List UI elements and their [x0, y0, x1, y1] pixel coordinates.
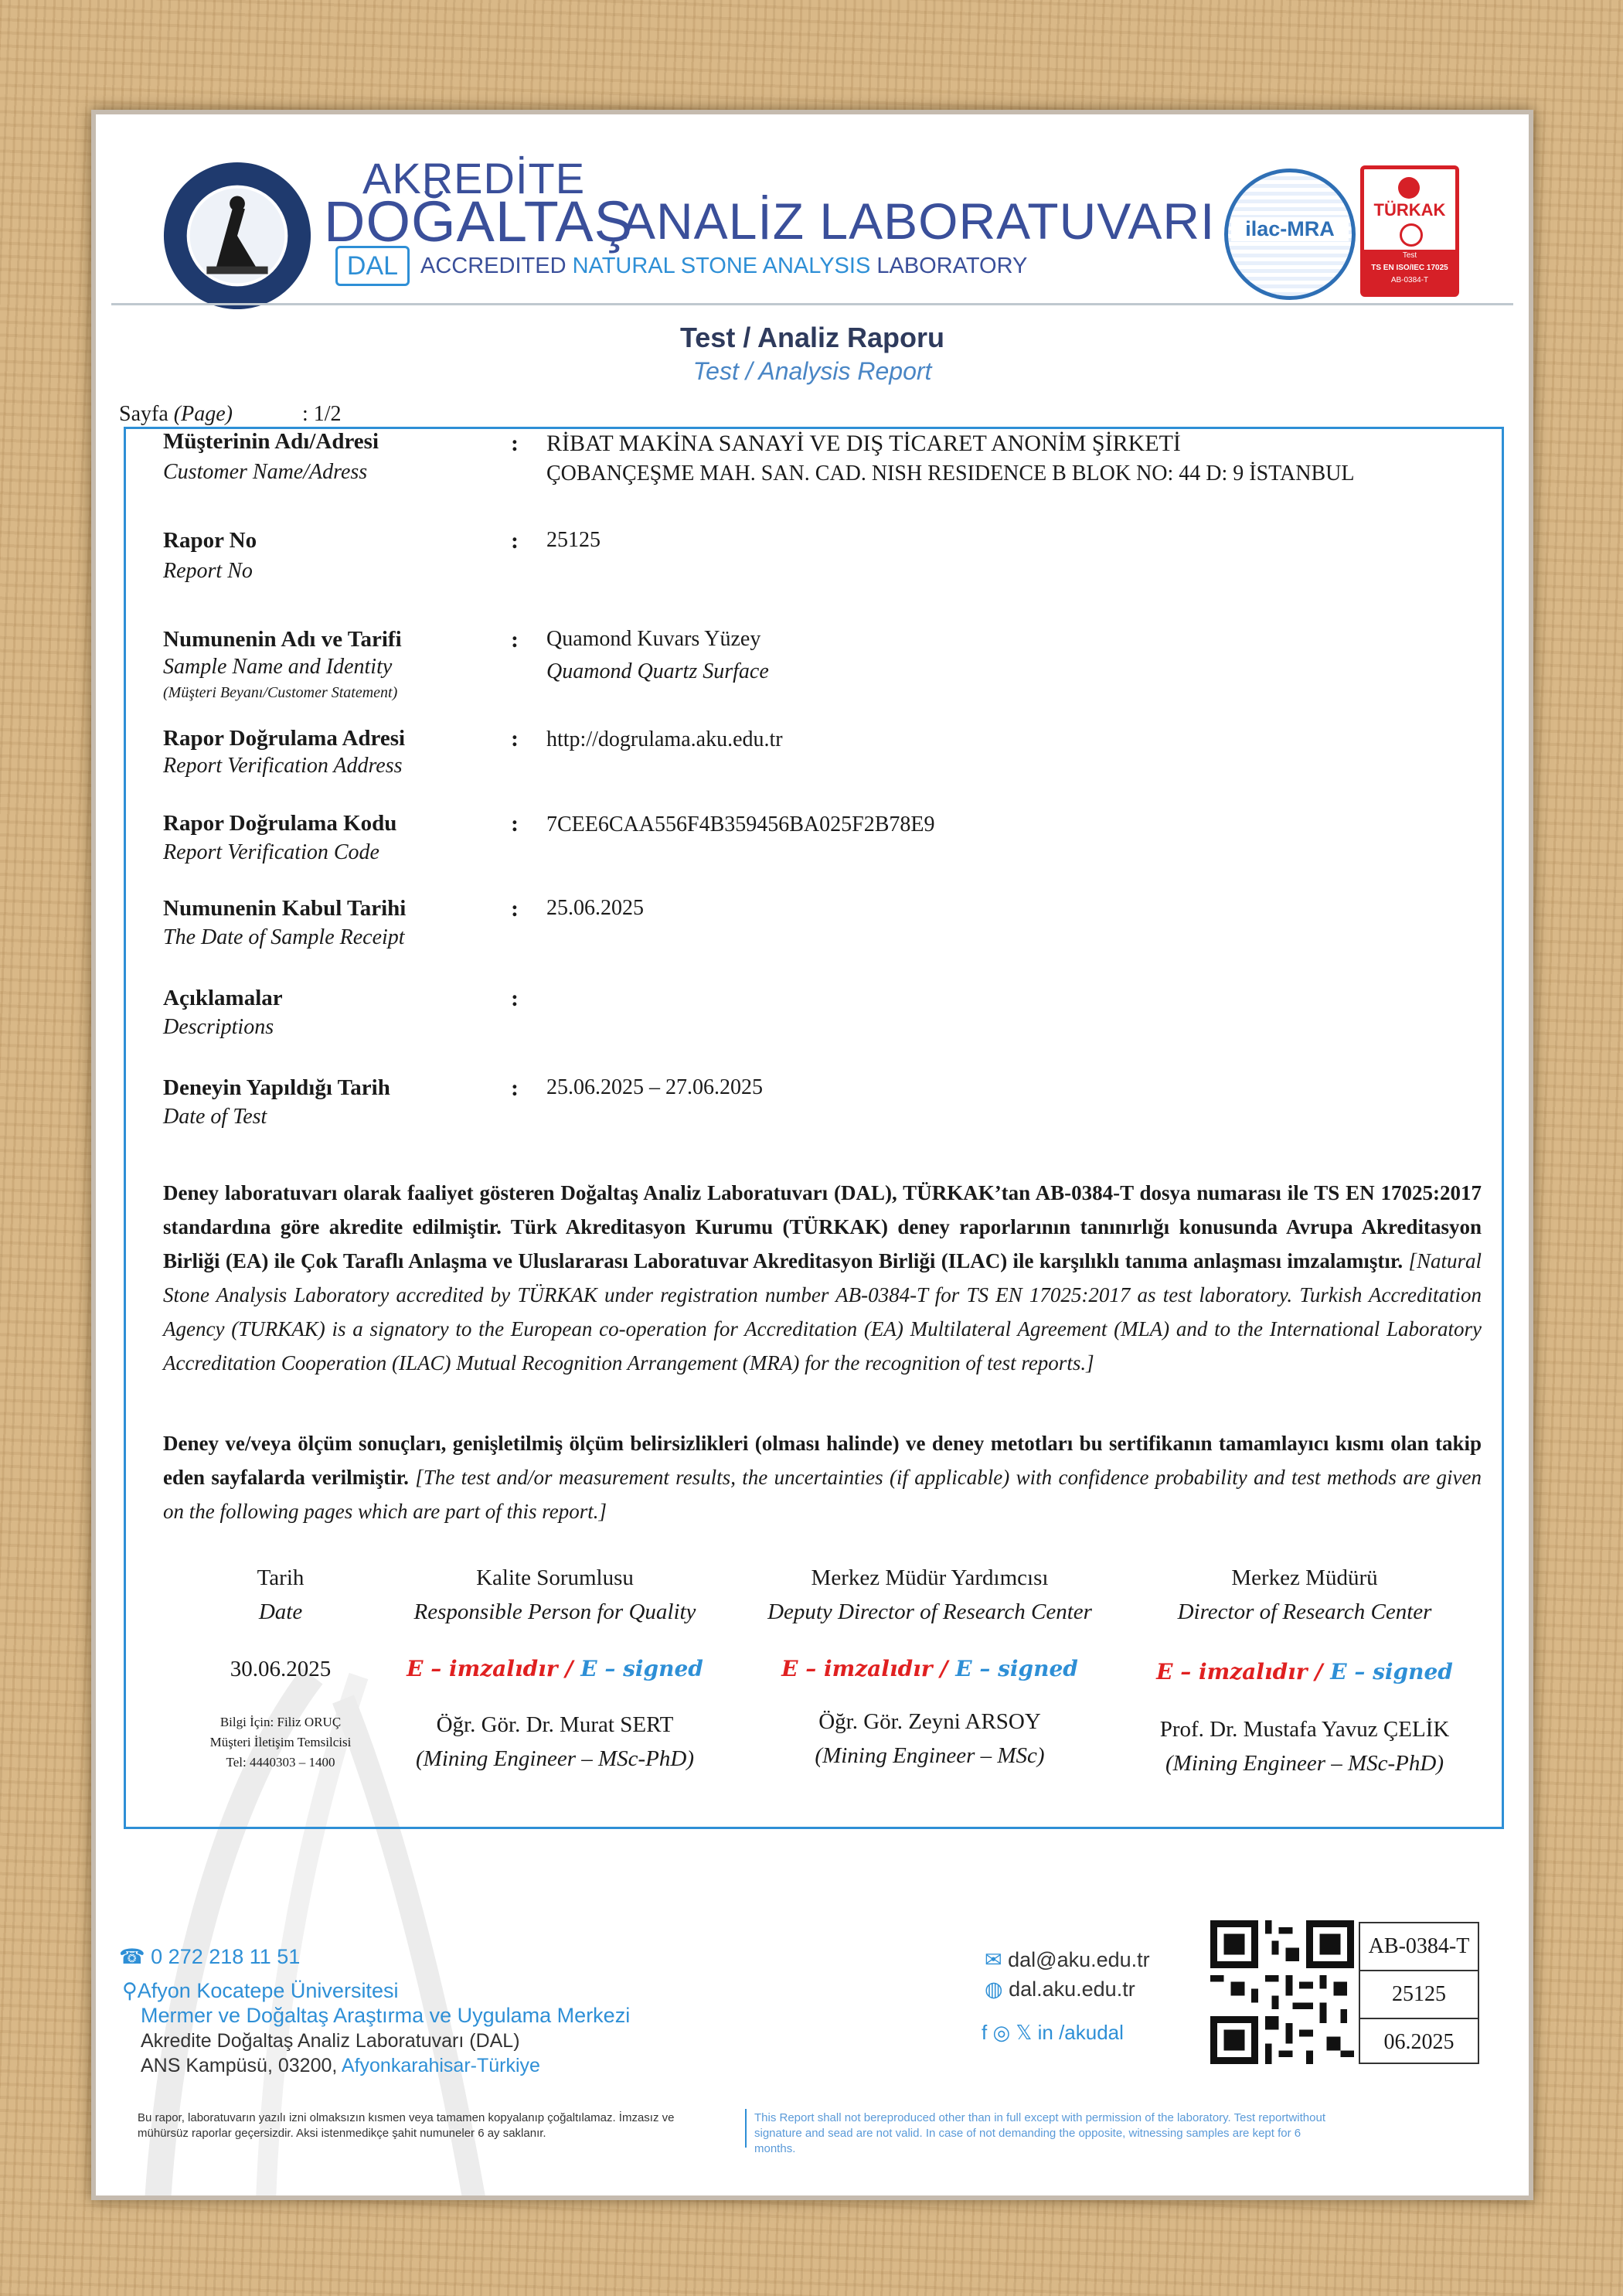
verify-address-link[interactable]: http://dogrulama.aku.edu.tr — [546, 727, 783, 751]
esign-quality — [389, 1652, 721, 1686]
footer-social[interactable] — [982, 2021, 1124, 2045]
phone-icon: ☎ — [119, 1945, 145, 1968]
sample-label-en: Sample Name and Identity — [163, 655, 393, 679]
test-date-label-en: Date of Test — [163, 1105, 267, 1129]
sample-name: Quamond Kuvars Yüzey — [546, 627, 761, 651]
report-no-label: Rapor No — [163, 528, 257, 553]
colon: : — [511, 986, 519, 1011]
quality-title: Kalite Sorumlusu — [476, 1565, 634, 1590]
esign-en: E – signed — [948, 1656, 1078, 1681]
deputy-degree: (Mining Engineer – MSc) — [815, 1743, 1045, 1768]
colon: : — [511, 627, 519, 652]
globe-icon: ◍ — [985, 1977, 1003, 2001]
colon: : — [511, 528, 519, 554]
ilac-mra-icon — [1224, 169, 1356, 300]
accreditation-text-tr: Deney laboratuvarı olarak faaliyet gösteren Doğaltaş Analiz Laboratuvarı (DAL), TÜRKAK’tan AB-0384-T dosya numarası ile TS EN 17025:2017 standardına göre akredite edilmiştir. Türk Akreditasyon Kurumu (TÜRKAK) deney raporlarının tanınırlığı konusunda Avrupa Akreditasyon Birliği (EA) ile Çok Taraflı Anlaşma ve Uluslararası Laboratuvar Akreditasyon Birliği (ILAC) ile karşılıklı tanıma anlaşması imzalamıştır. — [163, 1181, 1482, 1272]
footer-lab: Akredite Doğaltaş Analiz Laboratuvarı (DAL) — [141, 2030, 520, 2052]
signature-director-column — [1138, 1561, 1471, 1780]
verify-address-label-en: Report Verification Address — [163, 754, 403, 778]
report-no-label-en: Report No — [163, 559, 253, 583]
turkak-sub2: TS EN ISO/IEC 17025 — [1371, 264, 1448, 272]
colon: : — [511, 896, 519, 921]
location-pin-icon: ⚲ — [122, 1979, 138, 2002]
signature-date-column — [203, 1561, 358, 1773]
date-label-en: Date — [258, 1599, 303, 1624]
header-rule — [111, 303, 1513, 305]
page-label-tr: Sayfa — [119, 402, 168, 426]
facebook-icon[interactable]: f — [982, 2021, 988, 2044]
results-paragraph — [163, 1426, 1482, 1528]
customer-name: RİBAT MAKİNA SANAYİ VE DIŞ TİCARET ANONİM ŞİRKETİ — [546, 431, 1181, 456]
footer-divider — [745, 2109, 747, 2148]
phone-number: 0 272 218 11 51 — [151, 1945, 301, 1968]
descriptions-label-en: Descriptions — [163, 1015, 274, 1039]
results-text-en: [The test and/or measurement results, the uncertainties (if applicable) with confidence probability and test methods are given on the following pages which are part of this report.] — [163, 1466, 1482, 1523]
esign-en: E – signed — [573, 1656, 703, 1681]
turkak-badge — [1360, 165, 1459, 297]
descriptions-label: Açıklamalar — [163, 986, 283, 1010]
test-date-value: 25.06.2025 – 27.06.2025 — [546, 1075, 763, 1099]
x-icon[interactable]: 𝕏 — [1016, 2021, 1033, 2044]
instagram-icon[interactable]: ◎ — [992, 2021, 1011, 2044]
page-value: : 1/2 — [301, 402, 342, 426]
report-title-en: Test / Analysis Report — [692, 357, 932, 385]
logo-line2: DOĞALTAŞ — [324, 189, 634, 254]
customer-label-en: Customer Name/Adress — [163, 460, 368, 484]
verify-address-label: Rapor Doğrulama Adresi — [163, 726, 406, 751]
signature-deputy-column — [760, 1561, 1100, 1773]
university-name: Afyon Kocatepe Üniversitesi — [137, 1979, 399, 2002]
director-name: Prof. Dr. Mustafa Yavuz ÇELİK — [1159, 1717, 1450, 1742]
accreditation-paragraph — [163, 1176, 1482, 1380]
footer-phone — [119, 1945, 300, 1969]
colon: : — [511, 431, 519, 456]
sample-label: Numunenin Adı ve Tarifi — [163, 627, 402, 652]
sample-name-en: Quamond Quartz Surface — [546, 659, 769, 683]
report-page — [96, 114, 1529, 2196]
footer-website[interactable] — [985, 1977, 1135, 2001]
campus-text: ANS Kampüsü, 03200, — [141, 2055, 338, 2076]
esign-en: E – signed — [1322, 1659, 1453, 1685]
logo-line1: AKREDİTE — [362, 154, 586, 203]
receipt-date: 25.06.2025 — [546, 896, 644, 920]
page-number — [119, 402, 342, 427]
city-text: Afyonkarahisar-Türkiye — [341, 2055, 540, 2076]
signature-quality-column — [389, 1561, 721, 1776]
verify-code-value: 7CEE6CAA556F4B359456BA025F2B78E9 — [546, 812, 935, 836]
ilac-label: ilac-MRA — [1231, 217, 1349, 241]
director-title: Merkez Müdürü — [1231, 1565, 1378, 1590]
colon: : — [511, 811, 519, 836]
footer-campus — [141, 2055, 540, 2077]
contact-phone: Tel: 4440303 – 1400 — [226, 1755, 335, 1770]
logo-sub-c: LABORATORY — [870, 254, 1028, 278]
logo-subtitle — [420, 254, 1027, 279]
verify-code-label: Rapor Doğrulama Kodu — [163, 811, 397, 836]
receipt-label: Numunenin Kabul Tarihi — [163, 896, 407, 921]
email-text[interactable]: dal@aku.edu.tr — [1008, 1948, 1150, 1971]
web-text[interactable]: dal.aku.edu.tr — [1009, 1977, 1135, 2001]
quality-name: Öğr. Gör. Dr. Murat SERT — [436, 1712, 674, 1737]
esign-tr: E – imzalıdır / — [781, 1656, 948, 1681]
esign-tr: E – imzalıdır / — [1156, 1659, 1323, 1685]
turkak-label: TÜRKAK — [1373, 200, 1446, 220]
footer-email[interactable] — [985, 1948, 1150, 1972]
logo-dal-badge: DAL — [335, 246, 410, 286]
turkak-footer — [1364, 250, 1455, 293]
footer-university — [122, 1979, 398, 2003]
linkedin-icon[interactable]: in — [1037, 2021, 1053, 2044]
report-body-box — [124, 427, 1504, 1829]
sample-note: (Müşteri Beyanı/Customer Statement) — [163, 684, 398, 701]
report-code-date: 06.2025 — [1383, 2030, 1455, 2054]
esign-tr: E – imzalıdır / — [407, 1656, 573, 1681]
colon: : — [511, 726, 519, 751]
disclaimer-tr: Bu rapor, laboratuvarın yazılı izni olmaksızın kısmen veya tamamen kopyalanıp çoğaltılamaz. İmzasız ve mühürsüz raporlar geçersizdir. Aksi istenmedikçe şahit numuneler 6 ay saklanır. — [138, 2111, 675, 2140]
university-seal-icon — [161, 159, 314, 312]
logo-sub-a: ACCREDITED — [420, 254, 573, 278]
receipt-label-en: The Date of Sample Receipt — [163, 925, 405, 949]
date-label: Tarih — [257, 1565, 305, 1590]
accreditation-text-en: [Natural Stone Analysis Laboratory accredited by TÜRKAK under registration number AB-0384-T for TS EN 17025:2017 as test laboratory. Turkish Accreditation Agency (TURKAK) is a signatory to the European co-operation for Accreditation (EA) Multilateral Agreement (MLA) and to the International Laboratory Accreditation Cooperation (ILAC) Mutual Recognition Arrangement (MRA) for the recognition of test reports.] — [163, 1249, 1482, 1375]
esign-deputy — [760, 1652, 1100, 1686]
footer-center: Mermer ve Doğaltaş Araştırma ve Uygulama Merkezi — [141, 2004, 631, 2027]
accreditation-code: AB-0384-T — [1360, 1923, 1478, 1971]
deputy-title: Merkez Müdür Yardımcısı — [811, 1565, 1049, 1590]
director-degree: (Mining Engineer – MSc-PhD) — [1165, 1751, 1444, 1776]
social-handle: /akudal — [1059, 2021, 1124, 2044]
report-no-value: 25125 — [546, 528, 601, 552]
report-title: Test / Analiz Raporu — [679, 322, 945, 353]
esign-director — [1138, 1655, 1471, 1689]
contact-role: Müşteri İletişim Temsilcisi — [209, 1735, 352, 1749]
contact-info: Bilgi İçin: Filiz ORUÇ — [219, 1715, 342, 1729]
turkak-sub1: Test — [1402, 251, 1417, 260]
qr-code-icon — [1210, 1920, 1354, 2064]
customer-address: ÇOBANÇEŞME MAH. SAN. CAD. NISH RESIDENCE B BLOK NO: 44 D: 9 İSTANBUL — [546, 462, 1355, 485]
colon: : — [511, 1075, 519, 1101]
page-label-en: (Page) — [173, 402, 233, 426]
turkak-check-icon — [1400, 223, 1423, 247]
signature-date: 30.06.2025 — [230, 1657, 332, 1681]
turkak-emblem-icon — [1398, 177, 1420, 199]
director-title-en: Director of Research Center — [1177, 1599, 1432, 1624]
quality-degree: (Mining Engineer – MSc-PhD) — [416, 1746, 694, 1771]
verify-code-label-en: Report Verification Code — [163, 840, 379, 864]
customer-label: Müşterinin Adı/Adresi — [163, 429, 379, 454]
logo-line3: ANALİZ LABORATUVARI — [621, 192, 1216, 250]
results-text-tr: Deney ve/veya ölçüm sonuçları, genişletilmiş ölçüm belirsizlikleri (olması halinde) ve deney metotları bu sertifikanın tamamlayıcı kısmı olan takip eden sayfalarda verilmiştir. — [163, 1432, 1482, 1489]
mail-icon: ✉ — [985, 1948, 1002, 1971]
test-date-label: Deneyin Yapıldığı Tarih — [163, 1075, 390, 1100]
quality-title-en: Responsible Person for Quality — [413, 1599, 696, 1624]
deputy-name: Öğr. Gör. Zeyni ARSOY — [818, 1709, 1041, 1734]
turkak-sub3: AB-0384-T — [1390, 276, 1429, 284]
report-code-box — [1359, 1922, 1479, 2064]
report-code-number: 25125 — [1360, 1971, 1478, 2019]
logo-sub-b: NATURAL STONE ANALYSIS — [572, 254, 871, 278]
disclaimer-en: This Report shall not bereproduced other than in full except with permission of the laboratory. Test reportwithout signature and sead are not valid. In case of not demanding the opposite, witnessing samples are kept for 6 months. — [754, 2111, 1326, 2155]
deputy-title-en: Deputy Director of Research Center — [767, 1599, 1092, 1624]
